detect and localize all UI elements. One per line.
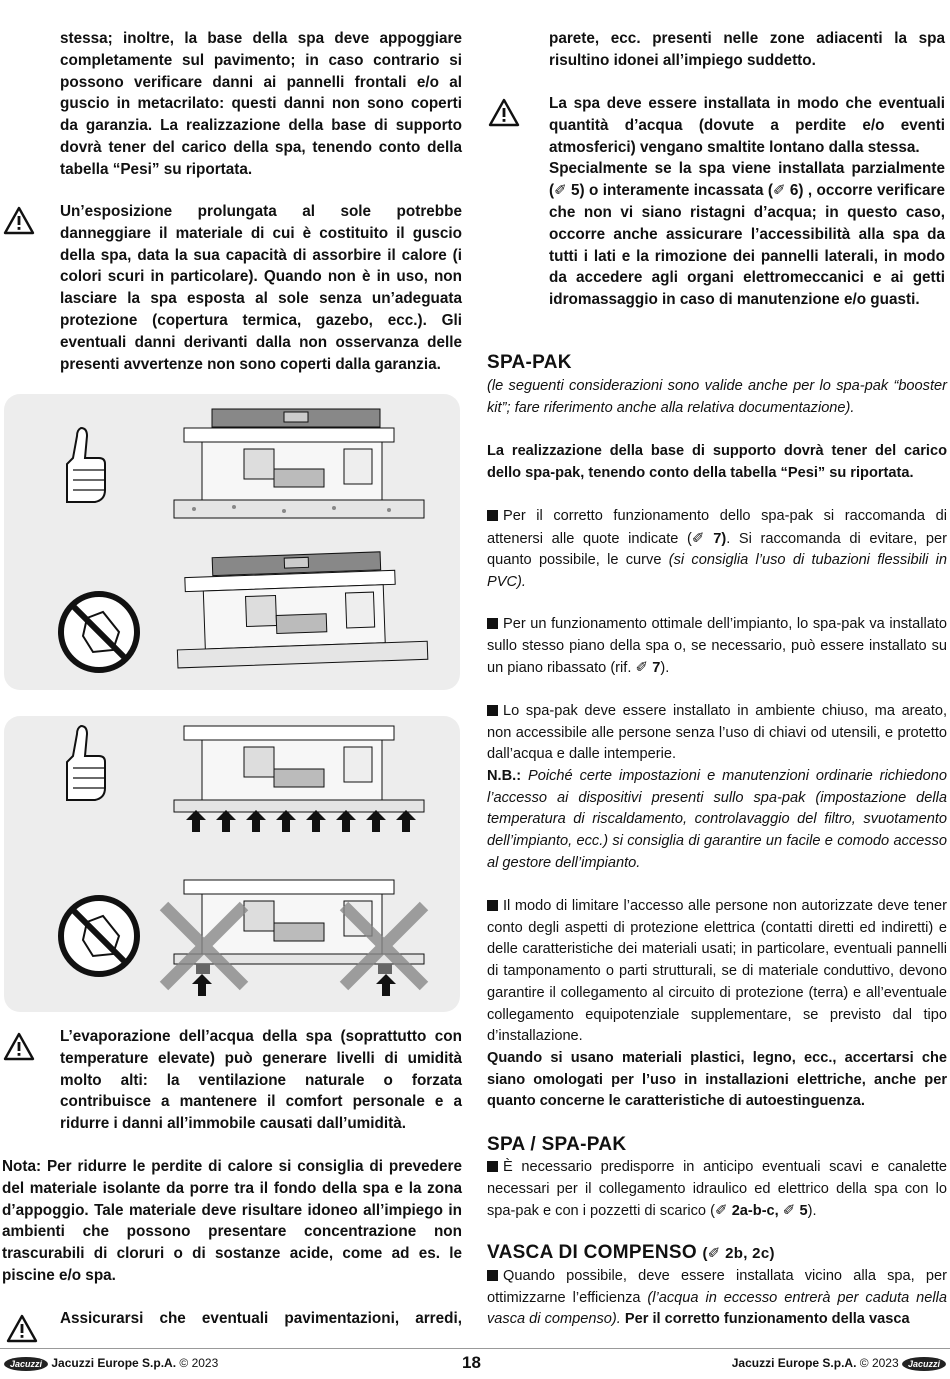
left-paragraph-base: stessa; inoltre, la base della spa deve appoggiare completamente sul pavimento; in caso contrario si possono verificare danni ai pannelli frontali e/o al guscio in metacrilato: questi danni non sono coperti da garanzia. La realizzazione della base di supporto dovrà tener del carico della spa, tenendo conto della tabella “Pesi” su riportata. [60, 30, 462, 178]
spa-pak-base-text: La realizzazione della base di supporto dovrà tener del carico dello spa-pak, tenendo conto della tabella “Pesi” su riportata. [487, 443, 947, 481]
pencil-icon: ✐ [691, 529, 714, 547]
bullet-quote-a: Per il corretto funzionamento dello spa-pak si raccomanda di attenersi alle quote indicate ( [487, 508, 947, 547]
bullet-square [487, 618, 498, 629]
footer-left [4, 1356, 218, 1371]
right-continuation: parete, ecc. presenti nelle zone adiacenti la spa risultino idonei all’impiego suddetto. [549, 30, 945, 69]
ref-7: 7) [713, 530, 727, 547]
bullet-access-bold: Quando si usano materiali plastici, legno, ecc., accertarsi che siano omologati per l’uso in installazioni elettriche, anche per quanto concerne le caratteristiche di autoestinguenza. [487, 1050, 947, 1110]
figure-level-base [4, 394, 460, 690]
bullet-square [487, 705, 498, 716]
pencil-icon: ✐ [707, 1245, 726, 1262]
ref-5: 5 [570, 182, 580, 200]
bullet-level-a: Per un funzionamento ottimale dell’impianto, lo spa-pak va installato sullo stesso piano della spa o, se necessario, può essere installato su un piano ribassato (rif. [487, 616, 947, 677]
spa-text-a: È necessario predisporre in anticipo eventuali scavi e canalette necessari per il collegamento idraulico ed elettrico della spa con lo spa-pak e con i pozzetti di scarico ( [487, 1159, 947, 1220]
ref-5: 5 [799, 1203, 808, 1220]
spa-text-b: ). [807, 1203, 817, 1220]
pencil-icon: ✐ [782, 1202, 800, 1220]
pencil-icon: ✐ [635, 659, 653, 677]
page-number: 18 [462, 1353, 481, 1372]
warning-sun-text: Un’esposizione prolungata al sole potrebbe danneggiare il materiale di cui è costituito il guscio della spa, data la sua capacità di assorbire il calore (i colori scuri in particolare). Quando non è in uso, non lasciare la spa esposta al sole senza un’adeguata protezione (copertura termica, gazebo, ecc.). Gli eventuali danni derivanti dalla non osservanza delle presenti avvertenze non sono coperti dalla garanzia. [60, 203, 462, 373]
vasca-ref: (✐ 2b, 2c) [702, 1245, 775, 1262]
bullet-square [487, 510, 498, 521]
bullet-square [487, 900, 498, 911]
section-title-spa-spa-pak: SPA / SPA-PAK [487, 1134, 627, 1155]
arrow-up-icon [186, 810, 416, 832]
bullet-closed-room [487, 701, 947, 766]
no-hand-icon [61, 898, 137, 974]
ref-7: 7 [652, 660, 661, 677]
bullet-square [487, 1161, 498, 1172]
vasca-text-a: Quando possibile, deve essere installata vicino alla spa, per ottimizzarne l’efficienza [487, 1268, 947, 1306]
nb-paragraph [487, 766, 947, 875]
footer-copyright: © 2023 [179, 1356, 219, 1370]
jacuzzi-logo: Jacuzzi [4, 1357, 48, 1371]
vasca-ref-text: 2b, 2c [725, 1245, 770, 1262]
ref-6: 6 [789, 182, 799, 200]
bullet-quote-b: . Si raccomanda di evitare, per quanto possibile, le curve [487, 530, 947, 569]
footer-copyright: © 2023 [859, 1356, 899, 1370]
jacuzzi-logo: Jacuzzi [902, 1357, 946, 1371]
bullet-level [487, 614, 947, 680]
no-hand-icon [61, 594, 137, 670]
spa-spa-pak-text [487, 1157, 947, 1223]
footer-company: Jacuzzi Europe S.p.A. [51, 1356, 177, 1370]
bullet-access [487, 896, 947, 1048]
warning-install-text-a: La spa deve essere installata in modo che eventuali quantità d’acqua (dovute a perdite e/o eventi atmosferici) vengano smaltite lontano dalla stessa. [549, 95, 945, 156]
warning-install-b3: ) , occorre verificare che non vi siano ristagni d’acqua; in questo caso, occorre anche assicurare l’accessibilità alla spa da tutti i lati e la rimozione dei pannelli laterali, in modo da accedere agli organi elettromeccanici e ai getti idromassaggio in caso di manutenzione e/o guasti. [549, 182, 945, 309]
thumbs-up-icon [67, 726, 105, 800]
warning-icon [3, 206, 35, 236]
warning-floor-text: Assicurarsi che eventuali pavimentazioni, arredi, [60, 1310, 462, 1327]
warning-icon [488, 98, 520, 128]
pencil-icon: ✐ [714, 1202, 732, 1220]
bullet-level-b: ). [660, 660, 670, 677]
warning-install-b1: Specialmente se la spa viene installata parzialmente ( [549, 160, 945, 200]
figure-spa-pak-illustration [4, 394, 460, 690]
bullet-access-text: Il modo di limitare l’accesso alle persone non autorizzate deve tener conto degli aspetti di protezione elettrica (contatti diretti ed indiretti) e delle caratteristiche dei materiali usati; in particolare, eventuali pannelli di tamponamento o parti strutturali, se di materiale conduttivo, devono garantire il collegamento al circuito di protezione (terra) e all’eventuale collegamento equipotenziale supplementare, se previsto dal tipo d’installazione. [487, 898, 947, 1045]
nb-text: Poiché certe impostazioni e manutenzioni ordinarie richiedono l’accesso ai dispositivi presenti sullo spa-pak (impostazione della temperatura di riscaldamento, controlavaggio del filtro, svuotamento dell’impianto, ecc.) si consiglia di garantire un facile e comodo accesso al gestore dell’impianto. [487, 768, 947, 871]
warning-icon [6, 1314, 38, 1344]
warning-evaporation-text: L’evaporazione dell’acqua della spa (soprattutto con temperature elevate) può generare livelli di umidità molto alti: la ventilazione naturale o forzata contribuisce a mantenere il comfort personale e a ridurre i danni all’immobile causati dall’umidità. [60, 1028, 462, 1133]
arrow-up-icon [192, 974, 396, 996]
warning-install-block [549, 93, 945, 311]
spa-pak-note: (le seguenti considerazioni sono valide anche per lo spa-pak “booster kit”; fare riferimento anche alla relativa documentazione). [487, 378, 947, 416]
vasca-text-bold: Per il corretto funzionamento della vasca [620, 1311, 910, 1328]
warning-install-b2: ) o interamente incassata ( [579, 182, 773, 200]
ref-2abc: 2a-b-c, [731, 1203, 779, 1220]
vasca-text-italic: (l’acqua in eccesso entrerà per caduta nella vasca di compenso). [487, 1289, 948, 1328]
figure-support-base [4, 716, 460, 1012]
bullet-square [487, 1270, 498, 1281]
warning-install-text-b [549, 158, 945, 311]
vasca-text [487, 1266, 947, 1331]
figure-support-illustration [4, 716, 460, 1012]
footer-company: Jacuzzi Europe S.p.A. [731, 1356, 857, 1370]
pencil-icon: ✐ [554, 182, 571, 200]
pencil-icon: ✐ [772, 182, 790, 200]
vasca-title: VASCA DI COMPENSO [487, 1242, 697, 1263]
section-title-spa-pak: SPA-PAK [487, 352, 572, 373]
bullet-closed-room-text: Lo spa-pak deve essere installato in ambiente chiuso, ma areato, non accessibile alle persone senza l’uso di chiavi od utensili, e protetto dall’acqua e dalle intemperie. [487, 703, 947, 763]
footer-right [732, 1356, 946, 1371]
warning-icon [3, 1032, 35, 1062]
page-footer [0, 1348, 950, 1379]
nb-label: N.B.: [487, 768, 522, 784]
section-title-vasca [487, 1242, 775, 1264]
bullet-quote [487, 506, 947, 594]
bullet-quote-italic: (si consiglia l’uso di tubazioni flessibili in PVC). [487, 552, 947, 591]
nota-text: Nota: Per ridurre le perdite di calore si consiglia di prevedere del materiale isolante da porre tra il fondo della spa e la zona d’appoggio. Tale materiale deve risultare idoneo all’impiego in ambienti che possono presentare concentrazione non trascurabili di cloruri o di sostanze acide, come ad es. le piscine e/o spa. [2, 1158, 462, 1284]
thumbs-up-icon [67, 428, 105, 502]
